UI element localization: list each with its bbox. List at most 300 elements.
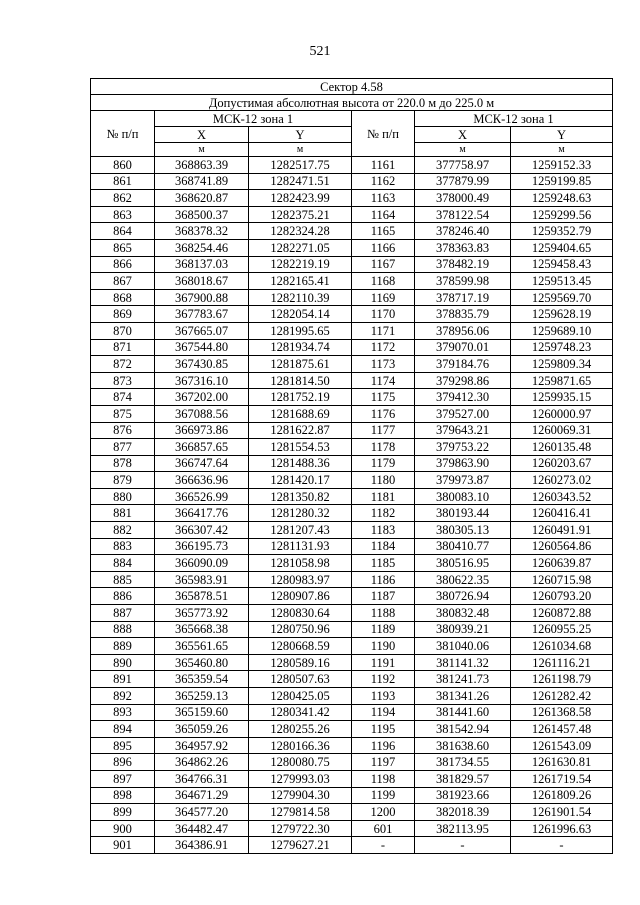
- x-left: 367088.56: [155, 405, 249, 422]
- y-right: 1260715.98: [511, 571, 613, 588]
- x-left: 368500.37: [155, 206, 249, 223]
- point-num-left: 891: [91, 671, 155, 688]
- y-left: 1281995.65: [249, 322, 352, 339]
- y-left: 1280983.97: [249, 571, 352, 588]
- y-left: 1281752.19: [249, 389, 352, 406]
- point-num-right: 1171: [352, 322, 415, 339]
- y-left: 1280907.86: [249, 588, 352, 605]
- y-right: 1259689.10: [511, 322, 613, 339]
- unit-x-right: м: [415, 143, 511, 157]
- table-row: [91, 754, 613, 771]
- point-num-right: 1165: [352, 223, 415, 240]
- x-right: 380939.21: [415, 621, 511, 638]
- point-num-left: 869: [91, 306, 155, 323]
- x-right: 380726.94: [415, 588, 511, 605]
- y-right: 1259248.63: [511, 190, 613, 207]
- y-right: 1260416.41: [511, 505, 613, 522]
- x-right: 381638.60: [415, 737, 511, 754]
- point-num-left: 870: [91, 322, 155, 339]
- y-right: 1260343.52: [511, 488, 613, 505]
- x-right: 381341.26: [415, 688, 511, 705]
- point-num-left: 876: [91, 422, 155, 439]
- x-right: 377879.99: [415, 173, 511, 190]
- point-num-left: 878: [91, 455, 155, 472]
- x-left: 368620.87: [155, 190, 249, 207]
- x-right: 379184.76: [415, 356, 511, 373]
- y-left: 1281688.69: [249, 405, 352, 422]
- x-left: 367316.10: [155, 372, 249, 389]
- x-left: 366307.42: [155, 522, 249, 539]
- num-header-left: № п/п: [91, 111, 155, 157]
- x-left: 367900.88: [155, 289, 249, 306]
- point-num-left: 900: [91, 820, 155, 837]
- table-row: [91, 439, 613, 456]
- x-right: 379070.01: [415, 339, 511, 356]
- point-num-right: 1192: [352, 671, 415, 688]
- table-row: [91, 721, 613, 738]
- y-right: 1261034.68: [511, 638, 613, 655]
- y-left: 1280830.64: [249, 605, 352, 622]
- table-row: [91, 588, 613, 605]
- table-row: [91, 737, 613, 754]
- x-left: 365460.80: [155, 654, 249, 671]
- x-right: 381040.06: [415, 638, 511, 655]
- point-num-left: 879: [91, 472, 155, 489]
- y-left: 1280166.36: [249, 737, 352, 754]
- y-right: 1261368.58: [511, 704, 613, 721]
- table-row: [91, 157, 613, 174]
- point-num-left: 896: [91, 754, 155, 771]
- x-left: 365878.51: [155, 588, 249, 605]
- point-num-left: 877: [91, 439, 155, 456]
- point-num-left: 887: [91, 605, 155, 622]
- x-left: 368137.03: [155, 256, 249, 273]
- table-row: [91, 273, 613, 290]
- x-left: 367783.67: [155, 306, 249, 323]
- x-left: 366195.73: [155, 538, 249, 555]
- system-header-right: МСК-12 зона 1: [415, 111, 613, 127]
- x-left: 366090.09: [155, 555, 249, 572]
- x-right: 377758.97: [415, 157, 511, 174]
- x-right: 381542.94: [415, 721, 511, 738]
- y-right: 1261901.54: [511, 804, 613, 821]
- point-num-right: 1181: [352, 488, 415, 505]
- point-num-left: 880: [91, 488, 155, 505]
- table-row: [91, 256, 613, 273]
- unit-x-left: м: [155, 143, 249, 157]
- y-right: 1260639.87: [511, 555, 613, 572]
- x-right: 380193.44: [415, 505, 511, 522]
- y-left: 1281131.93: [249, 538, 352, 555]
- x-right: 380305.13: [415, 522, 511, 539]
- table-row: [91, 605, 613, 622]
- table-row: [91, 322, 613, 339]
- table-row: [91, 621, 613, 638]
- y-left: 1280425.05: [249, 688, 352, 705]
- table-row: [91, 571, 613, 588]
- x-left: 366636.96: [155, 472, 249, 489]
- point-num-right: 1179: [352, 455, 415, 472]
- unit-y-right: м: [511, 143, 613, 157]
- y-left: 1279627.21: [249, 837, 352, 854]
- x-right: 381141.32: [415, 654, 511, 671]
- point-num-right: 1184: [352, 538, 415, 555]
- y-right: 1259299.56: [511, 206, 613, 223]
- x-right: 381923.66: [415, 787, 511, 804]
- x-left: 365059.26: [155, 721, 249, 738]
- y-right: 1260069.31: [511, 422, 613, 439]
- table-row: [91, 206, 613, 223]
- point-num-left: 883: [91, 538, 155, 555]
- point-num-left: 861: [91, 173, 155, 190]
- table-row: [91, 223, 613, 240]
- y-left: 1282471.51: [249, 173, 352, 190]
- x-left: 368018.67: [155, 273, 249, 290]
- x-left: 365159.60: [155, 704, 249, 721]
- x-right: 378246.40: [415, 223, 511, 240]
- y-right: 1260273.02: [511, 472, 613, 489]
- y-right: 1261116.21: [511, 654, 613, 671]
- point-num-left: 864: [91, 223, 155, 240]
- point-num-right: 1161: [352, 157, 415, 174]
- y-left: 1279814.58: [249, 804, 352, 821]
- x-right: 381734.55: [415, 754, 511, 771]
- point-num-left: 881: [91, 505, 155, 522]
- y-right: 1260491.91: [511, 522, 613, 539]
- x-left: 366747.64: [155, 455, 249, 472]
- point-num-left: 868: [91, 289, 155, 306]
- table-row: [91, 704, 613, 721]
- x-left: 364577.20: [155, 804, 249, 821]
- x-left: 368378.32: [155, 223, 249, 240]
- x-header-left: X: [155, 127, 249, 143]
- y-right: 1259404.65: [511, 239, 613, 256]
- x-right: 380622.35: [415, 571, 511, 588]
- x-right: 379412.30: [415, 389, 511, 406]
- y-right: 1261630.81: [511, 754, 613, 771]
- table-row: [91, 339, 613, 356]
- table-row: [91, 654, 613, 671]
- y-left: 1279904.30: [249, 787, 352, 804]
- page-number: 521: [309, 44, 331, 59]
- table-row: [91, 555, 613, 572]
- point-num-left: 898: [91, 787, 155, 804]
- point-num-left: 873: [91, 372, 155, 389]
- point-num-right: 1198: [352, 770, 415, 787]
- point-num-right: 1168: [352, 273, 415, 290]
- point-num-left: 884: [91, 555, 155, 572]
- table-row: [91, 488, 613, 505]
- y-left: 1279993.03: [249, 770, 352, 787]
- x-left: 364766.31: [155, 770, 249, 787]
- y-right: 1259935.15: [511, 389, 613, 406]
- point-num-left: 860: [91, 157, 155, 174]
- table-row: [91, 289, 613, 306]
- x-left: 365668.38: [155, 621, 249, 638]
- y-left: 1281934.74: [249, 339, 352, 356]
- point-num-right: 1190: [352, 638, 415, 655]
- table-row: [91, 505, 613, 522]
- table-row: [91, 522, 613, 539]
- point-num-left: 897: [91, 770, 155, 787]
- x-right: 378835.79: [415, 306, 511, 323]
- point-num-right: 1173: [352, 356, 415, 373]
- x-right: 378363.83: [415, 239, 511, 256]
- x-left: 366417.76: [155, 505, 249, 522]
- point-num-left: 886: [91, 588, 155, 605]
- table-row: [91, 538, 613, 555]
- table-row: [91, 770, 613, 787]
- x-right: 380083.10: [415, 488, 511, 505]
- point-num-right: 1182: [352, 505, 415, 522]
- y-right: 1260000.97: [511, 405, 613, 422]
- x-left: 367202.00: [155, 389, 249, 406]
- point-num-left: 892: [91, 688, 155, 705]
- table-row: [91, 239, 613, 256]
- table-row: [91, 804, 613, 821]
- table-row: [91, 671, 613, 688]
- x-right: 382018.39: [415, 804, 511, 821]
- table-row: [91, 422, 613, 439]
- coordinates-table: [90, 78, 613, 854]
- point-num-right: 1178: [352, 439, 415, 456]
- system-header-left: МСК-12 зона 1: [155, 111, 352, 127]
- point-num-right: 1185: [352, 555, 415, 572]
- table-row: [91, 389, 613, 406]
- point-num-right: 1200: [352, 804, 415, 821]
- y-right: 1261996.63: [511, 820, 613, 837]
- point-num-right: 1194: [352, 704, 415, 721]
- y-left: 1281420.17: [249, 472, 352, 489]
- x-left: 368254.46: [155, 239, 249, 256]
- y-right: 1260872.88: [511, 605, 613, 622]
- point-num-right: 601: [352, 820, 415, 837]
- y-right: 1261543.09: [511, 737, 613, 754]
- point-num-right: 1176: [352, 405, 415, 422]
- point-num-right: 1197: [352, 754, 415, 771]
- y-right: 1259871.65: [511, 372, 613, 389]
- point-num-right: 1175: [352, 389, 415, 406]
- y-header-right: Y: [511, 127, 613, 143]
- x-right: 380832.48: [415, 605, 511, 622]
- y-left: 1282219.19: [249, 256, 352, 273]
- x-right: 378000.49: [415, 190, 511, 207]
- y-right: 1259199.85: [511, 173, 613, 190]
- table-row: [91, 837, 613, 854]
- x-left: 366857.65: [155, 439, 249, 456]
- x-right: 379527.00: [415, 405, 511, 422]
- y-left: 1282517.75: [249, 157, 352, 174]
- point-num-left: 866: [91, 256, 155, 273]
- y-right: 1259628.19: [511, 306, 613, 323]
- y-right: 1259513.45: [511, 273, 613, 290]
- x-left: 364862.26: [155, 754, 249, 771]
- table-row: [91, 356, 613, 373]
- x-left: 364957.92: [155, 737, 249, 754]
- altitude-title: Допустимая абсолютная высота от 220.0 м до 225.0 м: [91, 95, 613, 111]
- y-left: 1282054.14: [249, 306, 352, 323]
- x-right: 379643.21: [415, 422, 511, 439]
- y-left: 1281488.36: [249, 455, 352, 472]
- x-left: 365259.13: [155, 688, 249, 705]
- y-left: 1280080.75: [249, 754, 352, 771]
- y-left: 1281280.32: [249, 505, 352, 522]
- x-left: 368741.89: [155, 173, 249, 190]
- y-left: 1282165.41: [249, 273, 352, 290]
- y-header-left: Y: [249, 127, 352, 143]
- point-num-left: 890: [91, 654, 155, 671]
- point-num-right: 1162: [352, 173, 415, 190]
- y-right: 1261809.26: [511, 787, 613, 804]
- point-num-right: 1196: [352, 737, 415, 754]
- y-left: 1280750.96: [249, 621, 352, 638]
- point-num-right: 1189: [352, 621, 415, 638]
- x-header-right: X: [415, 127, 511, 143]
- y-left: 1281554.53: [249, 439, 352, 456]
- y-left: 1280255.26: [249, 721, 352, 738]
- table-row: [91, 190, 613, 207]
- table-row: [91, 455, 613, 472]
- point-num-left: 867: [91, 273, 155, 290]
- x-right: 378717.19: [415, 289, 511, 306]
- y-left: 1281814.50: [249, 372, 352, 389]
- table-row: [91, 688, 613, 705]
- y-right: 1259569.70: [511, 289, 613, 306]
- point-num-left: 889: [91, 638, 155, 655]
- x-left: 366526.99: [155, 488, 249, 505]
- point-num-left: 865: [91, 239, 155, 256]
- y-right: 1260564.86: [511, 538, 613, 555]
- num-header-right: № п/п: [352, 111, 415, 157]
- sector-title: Сектор 4.58: [91, 79, 613, 95]
- point-num-right: 1186: [352, 571, 415, 588]
- x-left: 365561.65: [155, 638, 249, 655]
- x-left: 364386.91: [155, 837, 249, 854]
- point-num-left: 874: [91, 389, 155, 406]
- point-num-right: 1174: [352, 372, 415, 389]
- table-row: [91, 472, 613, 489]
- point-num-left: 893: [91, 704, 155, 721]
- point-num-right: 1169: [352, 289, 415, 306]
- point-num-right: -: [352, 837, 415, 854]
- y-right: 1261198.79: [511, 671, 613, 688]
- y-left: 1281058.98: [249, 555, 352, 572]
- point-num-right: 1172: [352, 339, 415, 356]
- table-row: [91, 820, 613, 837]
- unit-y-left: м: [249, 143, 352, 157]
- y-left: 1281622.87: [249, 422, 352, 439]
- y-right: 1261282.42: [511, 688, 613, 705]
- y-left: 1282324.28: [249, 223, 352, 240]
- x-right: 381829.57: [415, 770, 511, 787]
- y-right: 1260203.67: [511, 455, 613, 472]
- x-right: 379973.87: [415, 472, 511, 489]
- x-left: 367544.80: [155, 339, 249, 356]
- y-right: 1259458.43: [511, 256, 613, 273]
- point-num-left: 871: [91, 339, 155, 356]
- y-left: 1282271.05: [249, 239, 352, 256]
- point-num-right: 1199: [352, 787, 415, 804]
- x-right: 379298.86: [415, 372, 511, 389]
- point-num-right: 1191: [352, 654, 415, 671]
- point-num-right: 1177: [352, 422, 415, 439]
- point-num-right: 1180: [352, 472, 415, 489]
- y-left: 1280341.42: [249, 704, 352, 721]
- point-num-right: 1183: [352, 522, 415, 539]
- point-num-left: 872: [91, 356, 155, 373]
- point-num-right: 1170: [352, 306, 415, 323]
- point-num-left: 875: [91, 405, 155, 422]
- x-right: 381441.60: [415, 704, 511, 721]
- table-row: [91, 405, 613, 422]
- y-right: -: [511, 837, 613, 854]
- x-left: 364482.47: [155, 820, 249, 837]
- point-num-left: 885: [91, 571, 155, 588]
- point-num-right: 1188: [352, 605, 415, 622]
- point-num-right: 1164: [352, 206, 415, 223]
- y-left: 1282423.99: [249, 190, 352, 207]
- y-left: 1280589.16: [249, 654, 352, 671]
- point-num-left: 894: [91, 721, 155, 738]
- point-num-right: 1193: [352, 688, 415, 705]
- x-right: 381241.73: [415, 671, 511, 688]
- point-num-left: 888: [91, 621, 155, 638]
- point-num-right: 1163: [352, 190, 415, 207]
- x-left: 365359.54: [155, 671, 249, 688]
- point-num-left: 899: [91, 804, 155, 821]
- y-left: 1281350.82: [249, 488, 352, 505]
- x-right: 382113.95: [415, 820, 511, 837]
- x-right: 378482.19: [415, 256, 511, 273]
- x-right: 379863.90: [415, 455, 511, 472]
- y-right: 1259748.23: [511, 339, 613, 356]
- table-row: [91, 173, 613, 190]
- y-left: 1281875.61: [249, 356, 352, 373]
- table-row: [91, 787, 613, 804]
- x-right: 378599.98: [415, 273, 511, 290]
- y-right: 1259152.33: [511, 157, 613, 174]
- y-left: 1279722.30: [249, 820, 352, 837]
- x-left: 364671.29: [155, 787, 249, 804]
- x-left: 365983.91: [155, 571, 249, 588]
- y-right: 1260793.20: [511, 588, 613, 605]
- y-left: 1282375.21: [249, 206, 352, 223]
- point-num-right: 1166: [352, 239, 415, 256]
- y-left: 1282110.39: [249, 289, 352, 306]
- x-right: 378122.54: [415, 206, 511, 223]
- x-right: 378956.06: [415, 322, 511, 339]
- y-right: 1261719.54: [511, 770, 613, 787]
- point-num-left: 882: [91, 522, 155, 539]
- table-row: [91, 372, 613, 389]
- y-right: 1260135.48: [511, 439, 613, 456]
- x-left: 365773.92: [155, 605, 249, 622]
- y-left: 1281207.43: [249, 522, 352, 539]
- y-right: 1259809.34: [511, 356, 613, 373]
- table-row: [91, 306, 613, 323]
- point-num-right: 1167: [352, 256, 415, 273]
- point-num-right: 1195: [352, 721, 415, 738]
- x-right: 380410.77: [415, 538, 511, 555]
- y-right: 1260955.25: [511, 621, 613, 638]
- point-num-left: 901: [91, 837, 155, 854]
- y-left: 1280668.59: [249, 638, 352, 655]
- x-left: 367430.85: [155, 356, 249, 373]
- y-right: 1261457.48: [511, 721, 613, 738]
- table-row: [91, 638, 613, 655]
- x-left: 368863.39: [155, 157, 249, 174]
- x-left: 366973.86: [155, 422, 249, 439]
